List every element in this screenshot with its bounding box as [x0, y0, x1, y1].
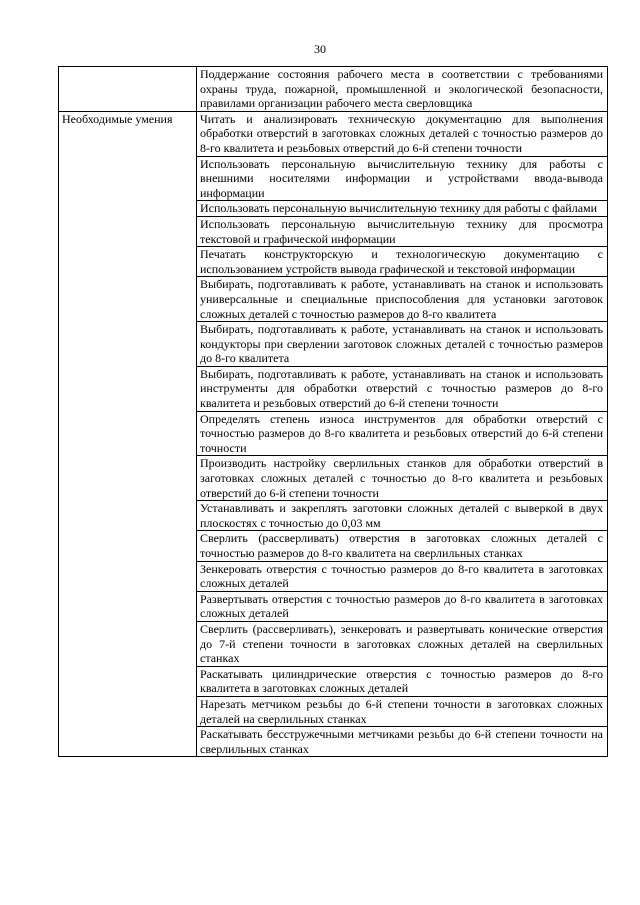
empty-label-cell — [59, 67, 197, 112]
skill-item: Выбирать, подготавливать к работе, устанавливать на станок и использовать универсальные и специальные приспособления для установки заготовок сложных деталей с точностью размеров до 8-го квалитета — [197, 277, 608, 322]
skill-item: Раскатывать бесстружечными метчиками резьбы до 6-й степени точности на сверлильных станках — [197, 727, 608, 757]
skill-item: Сверлить (рассверливать) отверстия в заготовках сложных деталей с точностью размеров до 8-го квалитета на сверлильных станках — [197, 531, 608, 561]
skill-item: Использовать персональную вычислительную технику для просмотра текстовой и графической информации — [197, 216, 608, 246]
table-row — [59, 67, 608, 112]
skill-item: Зенкеровать отверстия с точностью размеров до 8-го квалитета в заготовках сложных деталей — [197, 561, 608, 591]
skill-item: Раскатывать цилиндрические отверстия с точностью размеров до 8-го квалитета в заготовках сложных деталей — [197, 666, 608, 696]
skill-item: Выбирать, подготавливать к работе, устанавливать на станок и использовать кондукторы при сверлении заготовок сложных деталей с точностью размеров до 8-го квалитета — [197, 322, 608, 367]
skill-item: Выбирать, подготавливать к работе, устанавливать на станок и использовать инструменты для обработки отверстий с точностью размеров до 8-го квалитета и резьбовых отверстий до 6-й степени точности — [197, 366, 608, 411]
skill-item: Читать и анализировать техническую документацию для выполнения обработки отверстий в заготовках сложных деталей с точностью размеров до 8-го квалитета и резьбовых отверстий до 6-й степени точности — [197, 111, 608, 156]
skill-item: Развертывать отверстия с точностью размеров до 8-го квалитета в заготовках сложных деталей — [197, 591, 608, 621]
page-number: 30 — [314, 42, 326, 56]
skill-item: Использовать персональную вычислительную технику для работы с файлами — [197, 201, 608, 217]
skill-item: Поддержание состояния рабочего места в соответствии с требованиями охраны труда, пожарной, промышленной и экологической безопасности, правилами организации рабочего места сверловщика — [197, 67, 608, 112]
skill-item: Производить настройку сверлильных станков для обработки отверстий в заготовках сложных деталей с точностью до 8-го квалитета и резьбовых отверстий до 6-й степени точности — [197, 456, 608, 501]
skill-item: Сверлить (рассверливать), зенкеровать и развертывать конические отверстия до 7-й степени точности в заготовках сложных деталей на сверлильных станках — [197, 621, 608, 666]
skill-item: Нарезать метчиком резьбы до 6-й степени точности в заготовках сложных деталей на сверлильных станках — [197, 696, 608, 726]
skill-item: Определять степень износа инструментов для обработки отверстий с точностью размеров до 8-го квалитета и резьбовых отверстий до 6-й степени точности — [197, 411, 608, 456]
table-row — [59, 111, 608, 156]
skills-table — [58, 66, 608, 757]
section-label: Необходимые умения — [59, 111, 197, 757]
skill-item: Устанавливать и закреплять заготовки сложных деталей с выверкой в двух плоскостях с точностью до 0,03 мм — [197, 501, 608, 531]
skill-item: Печатать конструкторскую и технологическую документацию с использованием устройств вывода графической и текстовой информации — [197, 247, 608, 277]
skill-item: Использовать персональную вычислительную технику для работы с внешними носителями информации и устройствами ввода-вывода информации — [197, 156, 608, 201]
